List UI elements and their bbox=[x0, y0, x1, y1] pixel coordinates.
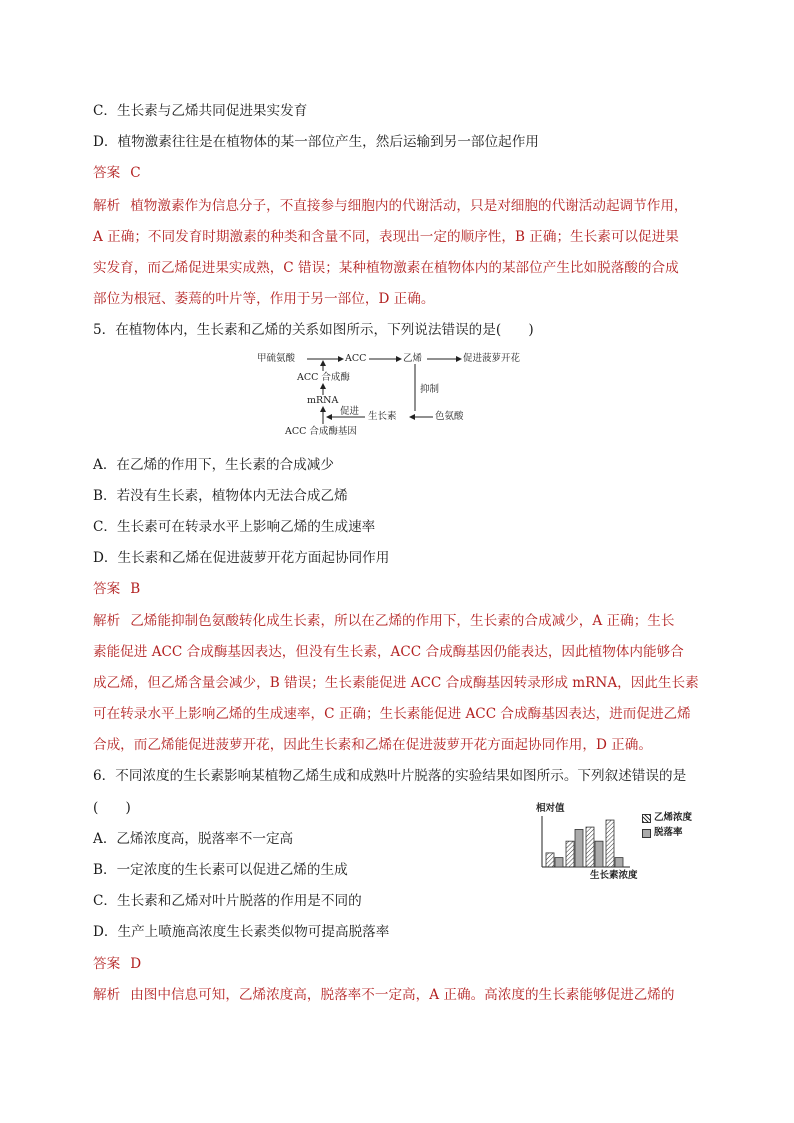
q6-option-c: C．生长素和乙烯对叶片脱落的作用是不同的 bbox=[93, 893, 362, 909]
diagram-mrna: mRNA bbox=[307, 395, 339, 406]
explanation-text: 乙烯能抑制色氨酸转化成生长素，所以在乙烯的作用下，生长素的合成减少，A 正确；生长 bbox=[130, 613, 675, 629]
chart-y-label: 相对值 bbox=[536, 803, 565, 814]
q4-explanation-3: 实发育，而乙烯促进果实成熟，C 错误；某种植物激素在植物体内的某部位产生比如脱落酸的合成 bbox=[93, 260, 679, 276]
q6-option-d: D．生产上喷施高浓度生长素类似物可提高脱落率 bbox=[93, 924, 390, 940]
q4-answer bbox=[93, 164, 703, 182]
explanation-label: 解析 bbox=[93, 987, 121, 1003]
bar-abscission-3 bbox=[595, 841, 603, 867]
q5-option-a: A．在乙烯的作用下，生长素的合成减少 bbox=[93, 457, 334, 473]
answer-value: D bbox=[130, 956, 142, 972]
q6-stem-bracket: ( ) bbox=[93, 800, 131, 816]
auxin-bar-chart bbox=[530, 803, 710, 887]
q5-explanation-2: 素能促进 ACC 合成酶基因表达，但没有生长素，ACC 合成酶基因仍能表达，因此植物体内能够合 bbox=[93, 644, 684, 660]
answer-label: 答案 bbox=[93, 581, 121, 597]
explanation-label: 解析 bbox=[93, 198, 121, 214]
bar-abscission-4 bbox=[615, 858, 623, 867]
q5-option-c: C．生长素可在转录水平上影响乙烯的生成速率 bbox=[93, 519, 376, 535]
legend-ethylene: 乙烯浓度 bbox=[654, 812, 693, 823]
q5-explanation-4: 可在转录水平上影响乙烯的生成速率，C 正确；生长素能促进 ACC 合成酶基因表达，进而促进乙烯 bbox=[93, 706, 691, 722]
diagram-ethylene: 乙烯 bbox=[403, 353, 423, 364]
answer-value: C bbox=[130, 165, 141, 181]
bar-abscission-2 bbox=[575, 829, 583, 867]
explanation-text: 植物激素作为信息分子，不直接参与细胞内的代谢活动，只是对细胞的代谢活动起调节作用， bbox=[130, 198, 688, 214]
q5-explanation-3: 成乙烯，但乙烯含量会减少，B 错误；生长素能促进 ACC 合成酶基因转录形成 mRNA，因此生长素 bbox=[93, 675, 699, 691]
diagram-pineapple-flowering: 促进菠萝开花 bbox=[463, 353, 521, 364]
bar-ethylene-2 bbox=[566, 841, 574, 867]
q5-option-d: D．生长素和乙烯在促进菠萝开花方面起协同作用 bbox=[93, 550, 390, 566]
q6-explanation-1 bbox=[93, 986, 703, 1004]
q6-stem: 6．不同浓度的生长素影响某植物乙烯生成和成熟叶片脱落的实验结果如图所示。下列叙述错误的是 bbox=[93, 768, 687, 784]
diagram-acc-synthase-gene: ACC 合成酶基因 bbox=[285, 426, 357, 437]
diagram-inhibit: 抑制 bbox=[420, 384, 440, 395]
bar-ethylene-4 bbox=[606, 820, 614, 867]
diagram-auxin: 生长素 bbox=[368, 411, 397, 422]
diagram-methionine: 甲硫氨酸 bbox=[257, 353, 296, 364]
answer-value: B bbox=[130, 581, 141, 597]
diagram-acc: ACC bbox=[345, 353, 367, 364]
q4-option-d: D．植物激素往往是在植物体的某一部位产生，然后运输到另一部位起作用 bbox=[93, 134, 539, 150]
diagram-acc-synthase: ACC 合成酶 bbox=[297, 372, 350, 383]
q4-explanation-2: A 正确；不同发育时期激素的种类和含量不同，表现出一定的顺序性，B 正确；生长素可以促进果 bbox=[93, 229, 679, 245]
q6-answer bbox=[93, 955, 703, 973]
q5-stem: 5．在植物体内，生长素和乙烯的关系如图所示，下列说法错误的是( ) bbox=[93, 322, 534, 338]
bar-ethylene-1 bbox=[546, 853, 554, 867]
q5-option-b: B．若没有生长素，植物体内无法合成乙烯 bbox=[93, 488, 348, 504]
diagram-promote: 促进 bbox=[340, 406, 360, 417]
bar-ethylene-3 bbox=[586, 827, 594, 867]
q5-explanation-5: 合成，而乙烯能促进菠萝开花，因此生长素和乙烯在促进菠萝开花方面起协同作用，D 正确。 bbox=[93, 737, 652, 753]
answer-label: 答案 bbox=[93, 165, 121, 181]
diagram-tryptophan: 色氨酸 bbox=[435, 411, 464, 422]
q5-answer bbox=[93, 580, 703, 598]
q5-explanation-1 bbox=[93, 612, 703, 630]
legend-swatch-abscission bbox=[642, 829, 651, 838]
q4-explanation-1 bbox=[93, 197, 703, 215]
q4-option-c: C．生长素与乙烯共同促进果实发育 bbox=[93, 103, 308, 119]
chart-x-label: 生长素浓度 bbox=[590, 870, 638, 881]
explanation-label: 解析 bbox=[93, 613, 121, 629]
legend-abscission: 脱落率 bbox=[654, 827, 683, 838]
auxin-ethylene-diagram bbox=[255, 349, 520, 441]
explanation-text: 由图中信息可知，乙烯浓度高，脱落率不一定高，A 正确。高浓度的生长素能够促进乙烯的 bbox=[130, 987, 675, 1003]
legend-swatch-ethylene bbox=[642, 814, 651, 823]
answer-label: 答案 bbox=[93, 956, 121, 972]
q6-option-b: B．一定浓度的生长素可以促进乙烯的生成 bbox=[93, 862, 348, 878]
q6-option-a: A．乙烯浓度高，脱落率不一定高 bbox=[93, 831, 294, 847]
bar-abscission-1 bbox=[555, 858, 563, 867]
q4-explanation-4: 部位为根冠、萎蔫的叶片等，作用于另一部位，D 正确。 bbox=[93, 291, 435, 307]
